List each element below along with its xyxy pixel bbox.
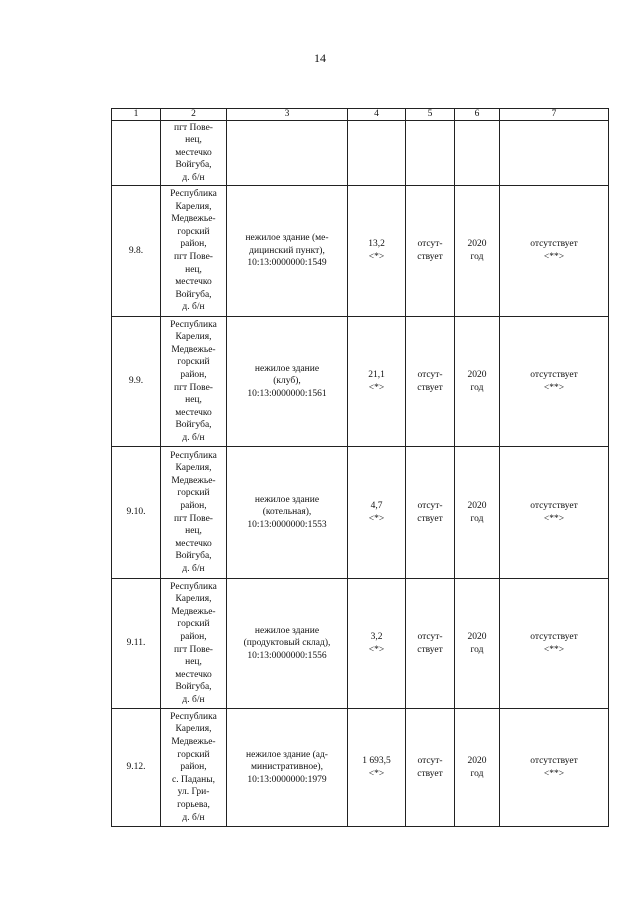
area-cell: 3,2 <*> [348, 579, 406, 709]
col7-cell: отсутствует <**> [500, 447, 609, 579]
address-cell: Республика Карелия, Медвежье- горский район, пгт Пове- нец, местечко Войгуба, д. б/н [161, 186, 227, 317]
row-number-cell: 9.12. [112, 709, 161, 827]
col7-cell: отсутствует <**> [500, 186, 609, 317]
col5-cell: отсут- ствует [406, 186, 455, 317]
object-cell: нежилое здание (ме- дицинский пункт), 10:13:0000000:1549 [227, 186, 348, 317]
table-row [112, 709, 609, 827]
table-row-continuation [112, 121, 609, 186]
row-number-cell [112, 121, 161, 186]
address-cell: Республика Карелия, Медвежье- горский район, пгт Пове- нец, местечко Войгуба, д. б/н [161, 579, 227, 709]
year-cell [455, 121, 500, 186]
address-cell: Республика Карелия, Медвежье- горский район, пгт Пове- нец, местечко Войгуба, д. б/н [161, 317, 227, 447]
year-cell: 2020 год [455, 709, 500, 827]
column-header: 2 [161, 109, 227, 121]
col5-cell: отсут- ствует [406, 579, 455, 709]
year-cell: 2020 год [455, 447, 500, 579]
column-header: 7 [500, 109, 609, 121]
year-cell: 2020 год [455, 579, 500, 709]
object-cell: нежилое здание (котельная), 10:13:0000000:1553 [227, 447, 348, 579]
area-cell [348, 121, 406, 186]
row-number-cell: 9.9. [112, 317, 161, 447]
table-header-row [112, 109, 609, 121]
area-cell: 21,1 <*> [348, 317, 406, 447]
address-cell: Республика Карелия, Медвежье- горский район, пгт Пове- нец, местечко Войгуба, д. б/н [161, 447, 227, 579]
object-cell [227, 121, 348, 186]
column-header: 6 [455, 109, 500, 121]
row-number-cell: 9.11. [112, 579, 161, 709]
column-header: 3 [227, 109, 348, 121]
area-cell: 4,7 <*> [348, 447, 406, 579]
col7-cell [500, 121, 609, 186]
col7-cell: отсутствует <**> [500, 709, 609, 827]
table-row [112, 186, 609, 317]
area-cell: 1 693,5 <*> [348, 709, 406, 827]
column-header: 4 [348, 109, 406, 121]
table-row [112, 317, 609, 447]
col5-cell: отсут- ствует [406, 317, 455, 447]
property-register-table [111, 108, 609, 827]
col7-cell: отсутствует <**> [500, 579, 609, 709]
col7-cell: отсутствует <**> [500, 317, 609, 447]
object-cell: нежилое здание (продуктовый склад), 10:13:0000000:1556 [227, 579, 348, 709]
col5-cell [406, 121, 455, 186]
table-row [112, 447, 609, 579]
address-cell: Республика Карелия, Медвежье- горский район, с. Паданы, ул. Гри- горьева, д. б/н [161, 709, 227, 827]
object-cell: нежилое здание (клуб), 10:13:0000000:1561 [227, 317, 348, 447]
address-cell: пгт Пове- нец, местечко Войгуба, д. б/н [161, 121, 227, 186]
column-header: 5 [406, 109, 455, 121]
column-header: 1 [112, 109, 161, 121]
row-number-cell: 9.10. [112, 447, 161, 579]
page-number: 14 [314, 51, 326, 65]
object-cell: нежилое здание (ад- министративное), 10:13:0000000:1979 [227, 709, 348, 827]
year-cell: 2020 год [455, 186, 500, 317]
table-row [112, 579, 609, 709]
row-number-cell: 9.8. [112, 186, 161, 317]
area-cell: 13,2 <*> [348, 186, 406, 317]
year-cell: 2020 год [455, 317, 500, 447]
col5-cell: отсут- ствует [406, 709, 455, 827]
col5-cell: отсут- ствует [406, 447, 455, 579]
